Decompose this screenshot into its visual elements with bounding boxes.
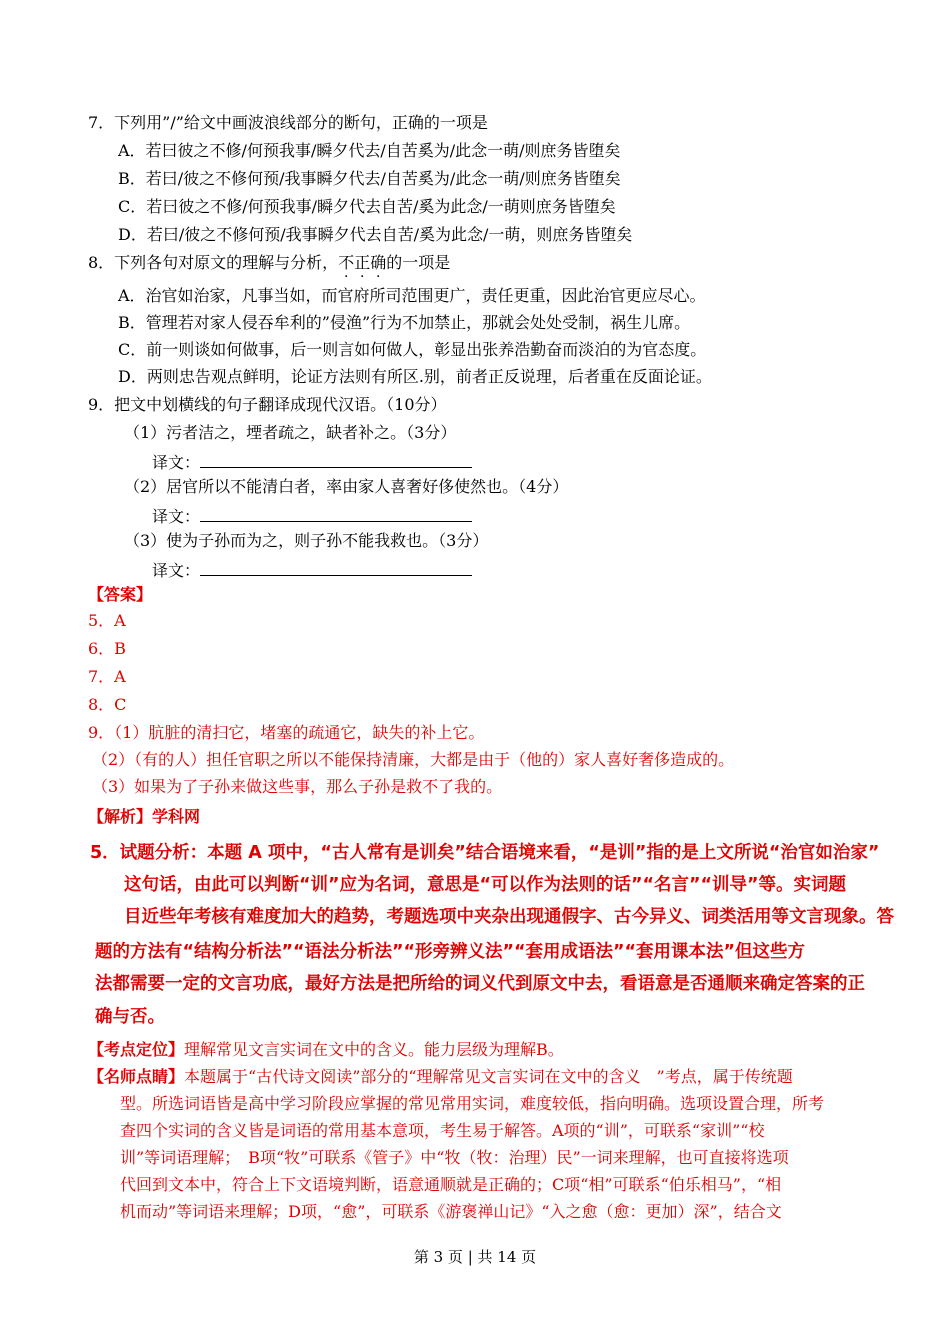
answer-9-3: （3）如果为了子孙来做这些事，那么子孙是救不了我的。 [92, 777, 503, 796]
analysis-line: 确与否。 [95, 1007, 165, 1027]
answer-blank-line [200, 450, 472, 468]
answer-7: 7．A [88, 667, 126, 686]
mingshi-line: 型。所选词语皆是高中学习阶段应掌握的常见常用实词，难度较低，指向明确。选项设置合理，所考 [120, 1094, 825, 1113]
q8-option-b: B．管理若对家人侵吞牟利的”侵渔”行为不加禁止，那就会处处受制，祸生儿席。 [118, 313, 691, 332]
q9-sentence-1: （1）污者洁之，堙者疏之，缺者补之。（3分） [124, 423, 457, 442]
kaodian-label: 【考点定位】 [88, 1040, 185, 1059]
q7-option-d: D．若曰/彼之不修何预/我事瞬夕代去自苦/奚为此念/一萌，则庶务皆堕矣 [118, 225, 633, 244]
kaodian-text: 理解常见文言实词在文中的含义。能力层级为理解B。 [184, 1040, 564, 1059]
q9-stem: 9．把文中划横线的句子翻译成现代汉语。（10分） [88, 395, 447, 414]
answer-blank-line [200, 558, 472, 576]
translation-label: 译文： [152, 561, 201, 580]
analysis-line: 这句话，由此可以判断“训”应为名词，意思是“可以作为法则的话”“名言”“训导”等。实词题 [124, 875, 847, 895]
q7-option-c: C．若曰彼之不修/何预我事/瞬夕代去自苦/奚为此念/一萌则庶务皆堕矣 [118, 197, 616, 216]
answer-header: 【答案】 [88, 585, 153, 604]
mingshi-text: 本题属于“古代诗文阅读”部分的“理解常见文言实词在文中的含义 ”考点，属于传统题 [184, 1067, 793, 1086]
q9-sentence-2: （2）居官所以不能清白者，率由家人喜奢好侈使然也。（4分） [124, 477, 569, 496]
answer-9-1: 9．（1）肮脏的清扫它，堵塞的疏通它，缺失的补上它。 [88, 723, 485, 742]
q7-option-a: A．若曰彼之不修/何预我事/瞬夕代去/自苦奚为/此念一萌/则庶务皆堕矣 [118, 141, 621, 160]
analysis-line: 法都需要一定的文言功底，最好方法是把所给的词义代到原文中去，看语意是否通顺来确定答案的正 [95, 974, 865, 994]
q9-translation-2 [152, 504, 472, 528]
q9-translation-1 [152, 450, 472, 474]
q8-emphasis-char: 不 [338, 253, 355, 272]
answer-6: 6．B [88, 639, 126, 658]
page-footer: 第 3 页 | 共 14 页 [413, 1248, 537, 1266]
translation-label: 译文： [152, 507, 201, 526]
translation-label: 译文： [152, 453, 201, 472]
q8-option-a: A．治官如治家，凡事当如，而官府所司范围更广，责任更重，因此治官更应尽心。 [118, 286, 706, 305]
q8-emphasis-char: 正 [354, 253, 371, 272]
q8-stem-pre: 8．下列各句对原文的理解与分析， [88, 253, 339, 272]
q9-translation-3 [152, 558, 472, 582]
analysis-line: 目近些年考核有难度加大的趋势，考题选项中夹杂出现通假字、古今异义、词类活用等文言现象。答 [124, 907, 894, 927]
analysis-line: 题的方法有“结构分析法”“语法分析法”“形旁辨义法”“套用成语法”“套用课本法”但这些方 [95, 942, 806, 962]
kaodian [88, 1039, 564, 1061]
mingshi-line [88, 1066, 793, 1088]
q8-stem [88, 252, 450, 274]
answer-5: 5．A [88, 611, 126, 630]
answer-8: 8．C [88, 695, 127, 714]
analysis-header: 【解析】学科网 [88, 807, 201, 826]
answer-9-2: （2）（有的人）担任官职之所以不能保持清廉，大都是由于（他的）家人喜好奢侈造成的。 [92, 750, 735, 769]
q8-option-d: D．两则忠告观点鲜明，论证方法则有所区.别，前者正反说理，后者重在反面论证。 [118, 367, 712, 386]
q9-sentence-3: （3）使为子孙而为之，则子孙不能我救也。（3分） [124, 531, 489, 550]
q7-option-b: B．若曰/彼之不修何预/我事瞬夕代去/自苦奚为/此念一萌/则庶务皆堕矣 [118, 169, 621, 188]
answer-blank-line [200, 504, 472, 522]
mingshi-line: 查四个实词的含义皆是词语的常用基本意项，考生易于解答。A项的“训”，可联系“家训”“校 [120, 1121, 765, 1140]
q8-emphasis-char: 确 [370, 253, 387, 272]
analysis-line: 5．试题分析：本题 A 项中，“古人常有是训矣”结合语境来看，“是训”指的是上文所说“治官如治家” [90, 843, 880, 863]
mingshi-line: 代回到文本中，符合上下文语境判断，语意通顺就是正确的；C项“相”可联系“伯乐相马”，“相 [120, 1175, 782, 1194]
q8-stem-post: 的一项是 [386, 253, 451, 272]
mingshi-line: 训”等词语理解； B项“牧”可联系《管子》中“牧（牧：治理）民”一词来理解，也可直接将选项 [120, 1148, 789, 1167]
mingshi-line: 机而动”等词语来理解；D项，“愈”，可联系《游褒禅山记》“入之愈（愈：更加）深”，结合文 [120, 1202, 782, 1221]
q8-option-c: C．前一则谈如何做事，后一则言如何做人，彰显出张养浩勤奋而淡泊的为官态度。 [118, 340, 707, 359]
mingshi-label: 【名师点睛】 [88, 1067, 185, 1086]
q7-stem: 7．下列用”/”给文中画波浪线部分的断句，正确的一项是 [88, 113, 488, 132]
